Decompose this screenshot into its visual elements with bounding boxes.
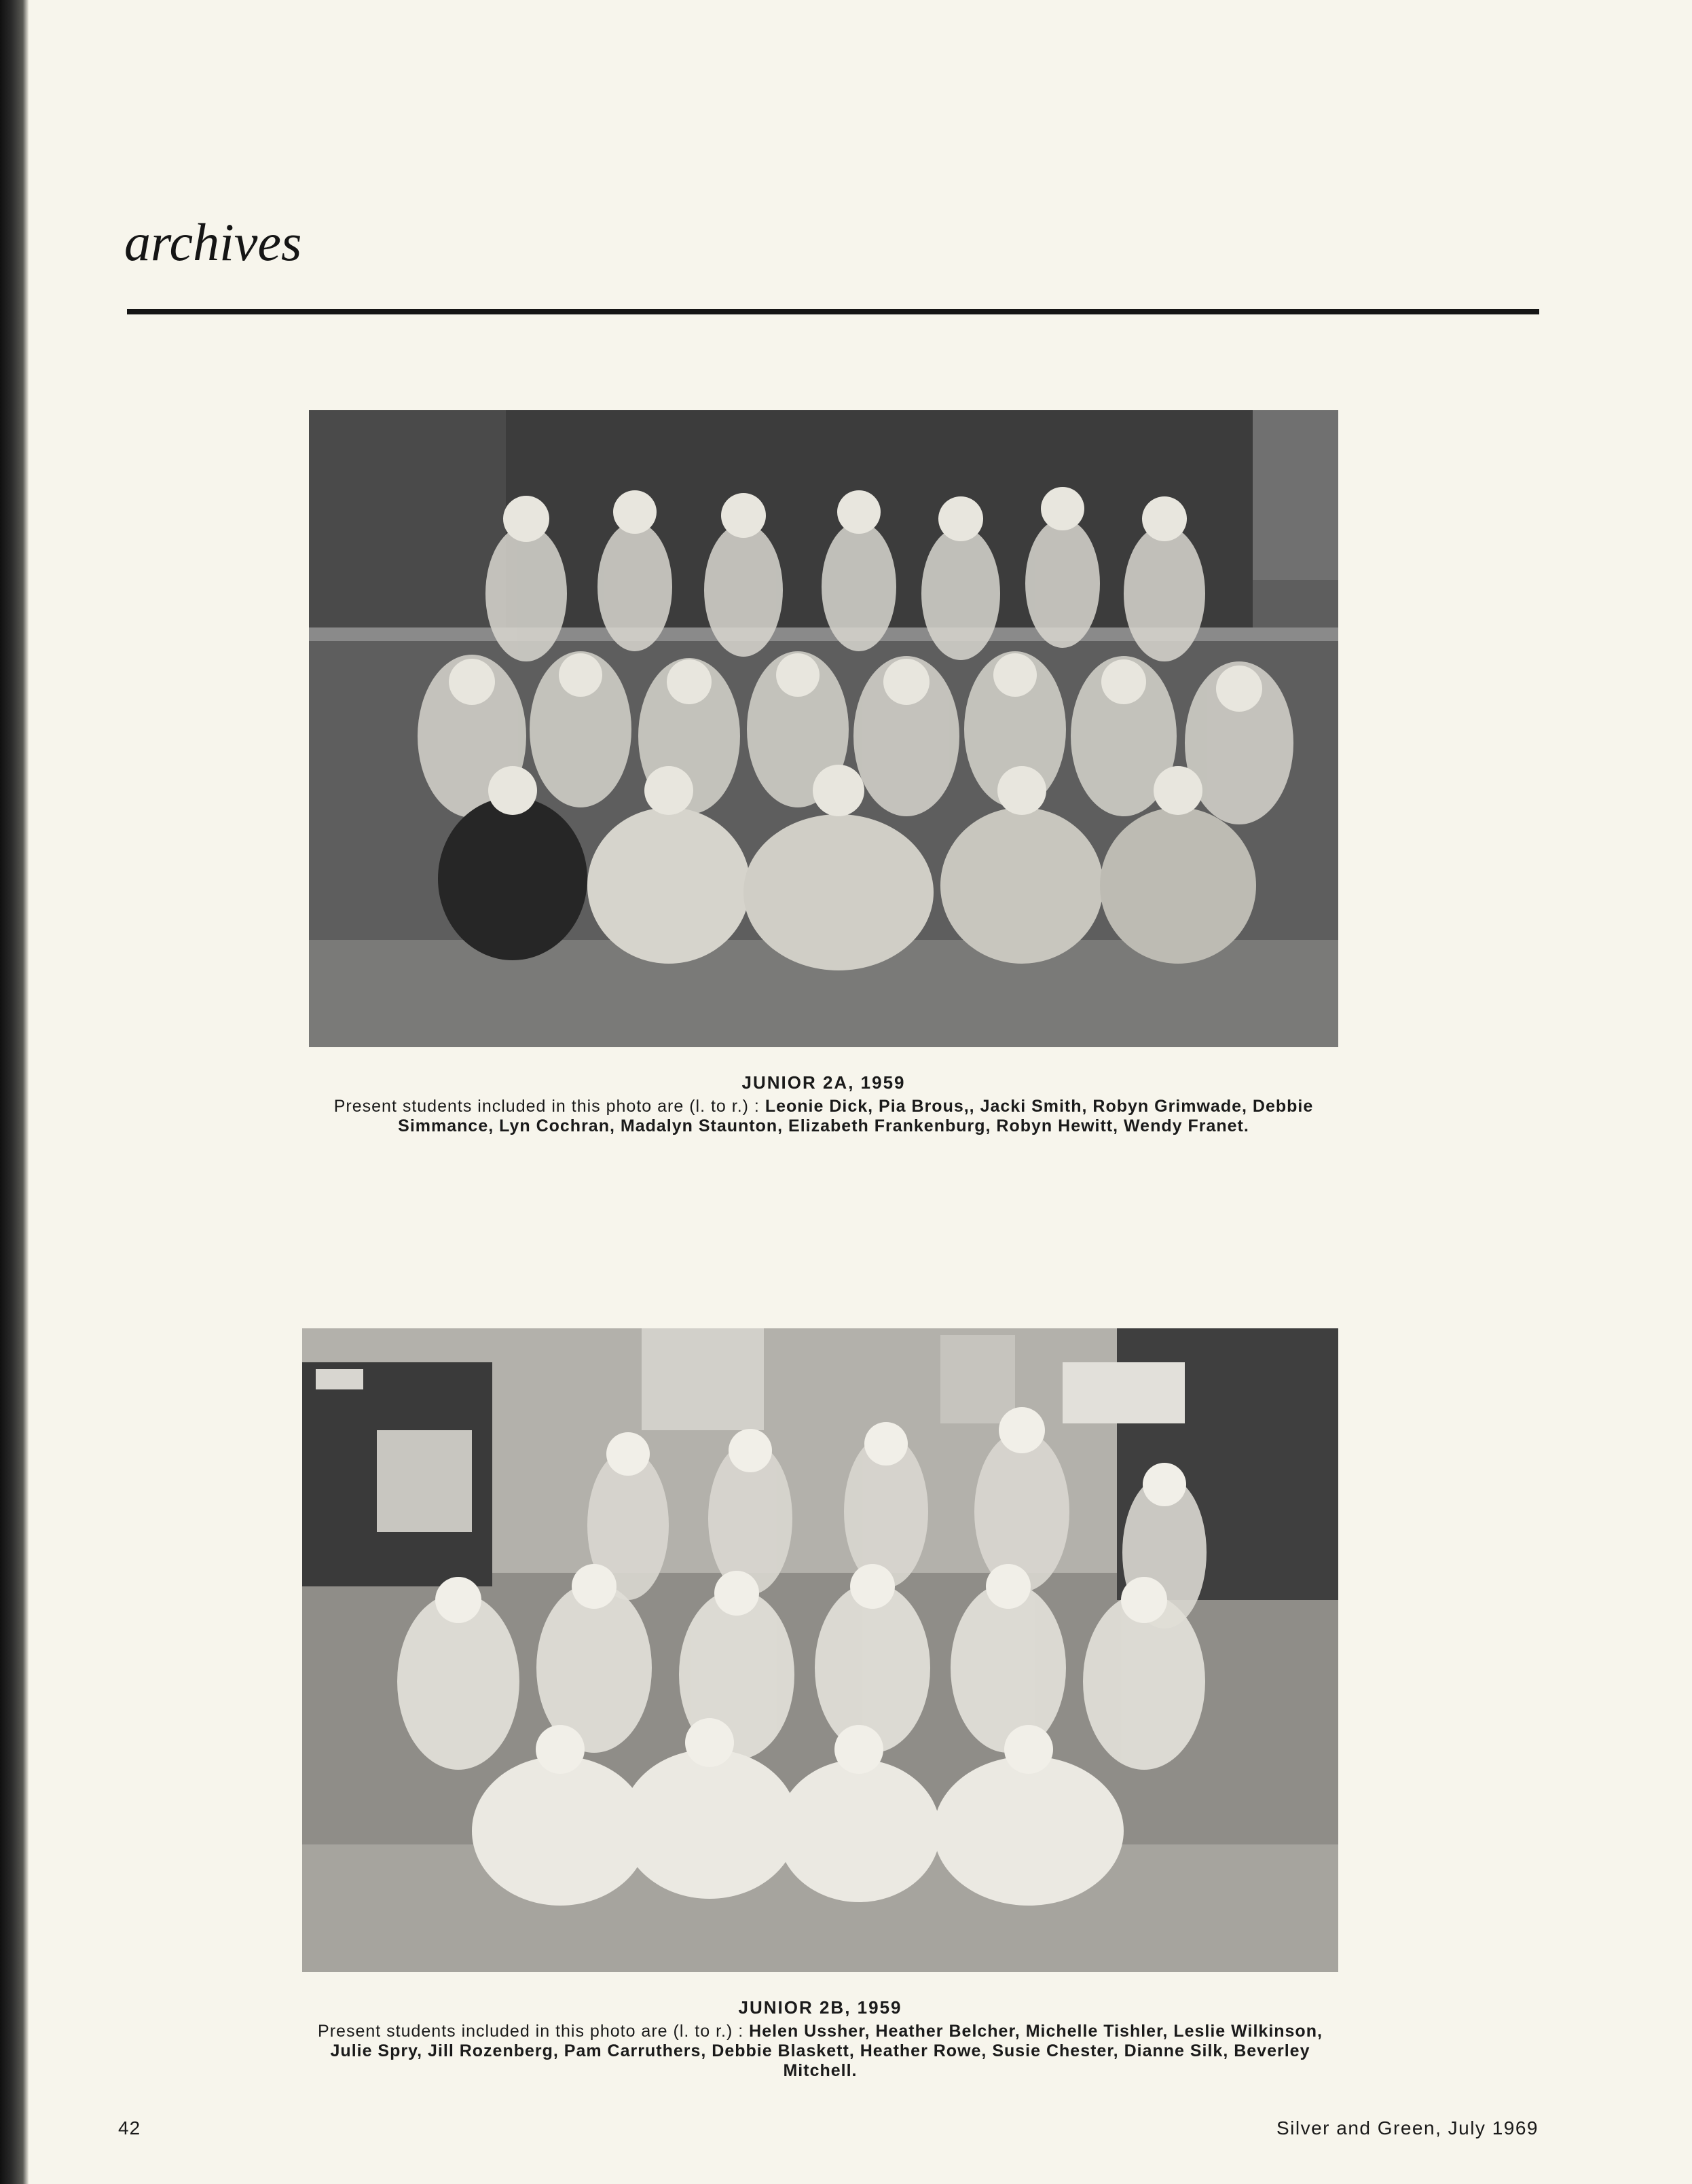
page-binding-edge xyxy=(0,0,29,2184)
photo-caption-names: Leonie Dick, Pia Brous,, Jacki Smith, Robyn Grimwade, Debbie Simmance, Lyn Cochran, Madalyn Staunton, Elizabeth Frankenburg, Robyn Hewitt, Wendy Franet. xyxy=(398,1097,1314,1135)
photo-caption-title: JUNIOR 2B, 1959 xyxy=(738,1997,902,2018)
photo-caption-names: Helen Ussher, Heather Belcher, Michelle Tishler, Leslie Wilkinson, Julie Spry, Jill Rozenberg, Pam Carruthers, Debbie Blaskett, Heather Rowe, Susie Chester, Dianne Silk, Beverley Mitchell. xyxy=(330,2022,1323,2080)
title-rule xyxy=(127,309,1539,314)
publication-footer: Silver and Green, July 1969 xyxy=(1276,2117,1539,2138)
photo-caption-title: JUNIOR 2A, 1959 xyxy=(741,1072,906,1093)
photo-caption-junior-2b xyxy=(302,1998,1338,2081)
class-photo-junior-2b xyxy=(302,1328,1338,1972)
class-photo-junior-2a-image xyxy=(309,410,1338,1047)
section-title: archives xyxy=(124,213,302,272)
photo-caption-junior-2a xyxy=(309,1073,1338,1136)
class-photo-junior-2b-image xyxy=(302,1328,1338,1972)
class-photo-junior-2a xyxy=(309,410,1338,1047)
page-number: 42 xyxy=(118,2117,141,2138)
photo-caption-intro: Present students included in this photo are (l. to r.) : xyxy=(333,1097,765,1116)
photo-caption-intro: Present students included in this photo are (l. to r.) : xyxy=(318,2022,750,2041)
